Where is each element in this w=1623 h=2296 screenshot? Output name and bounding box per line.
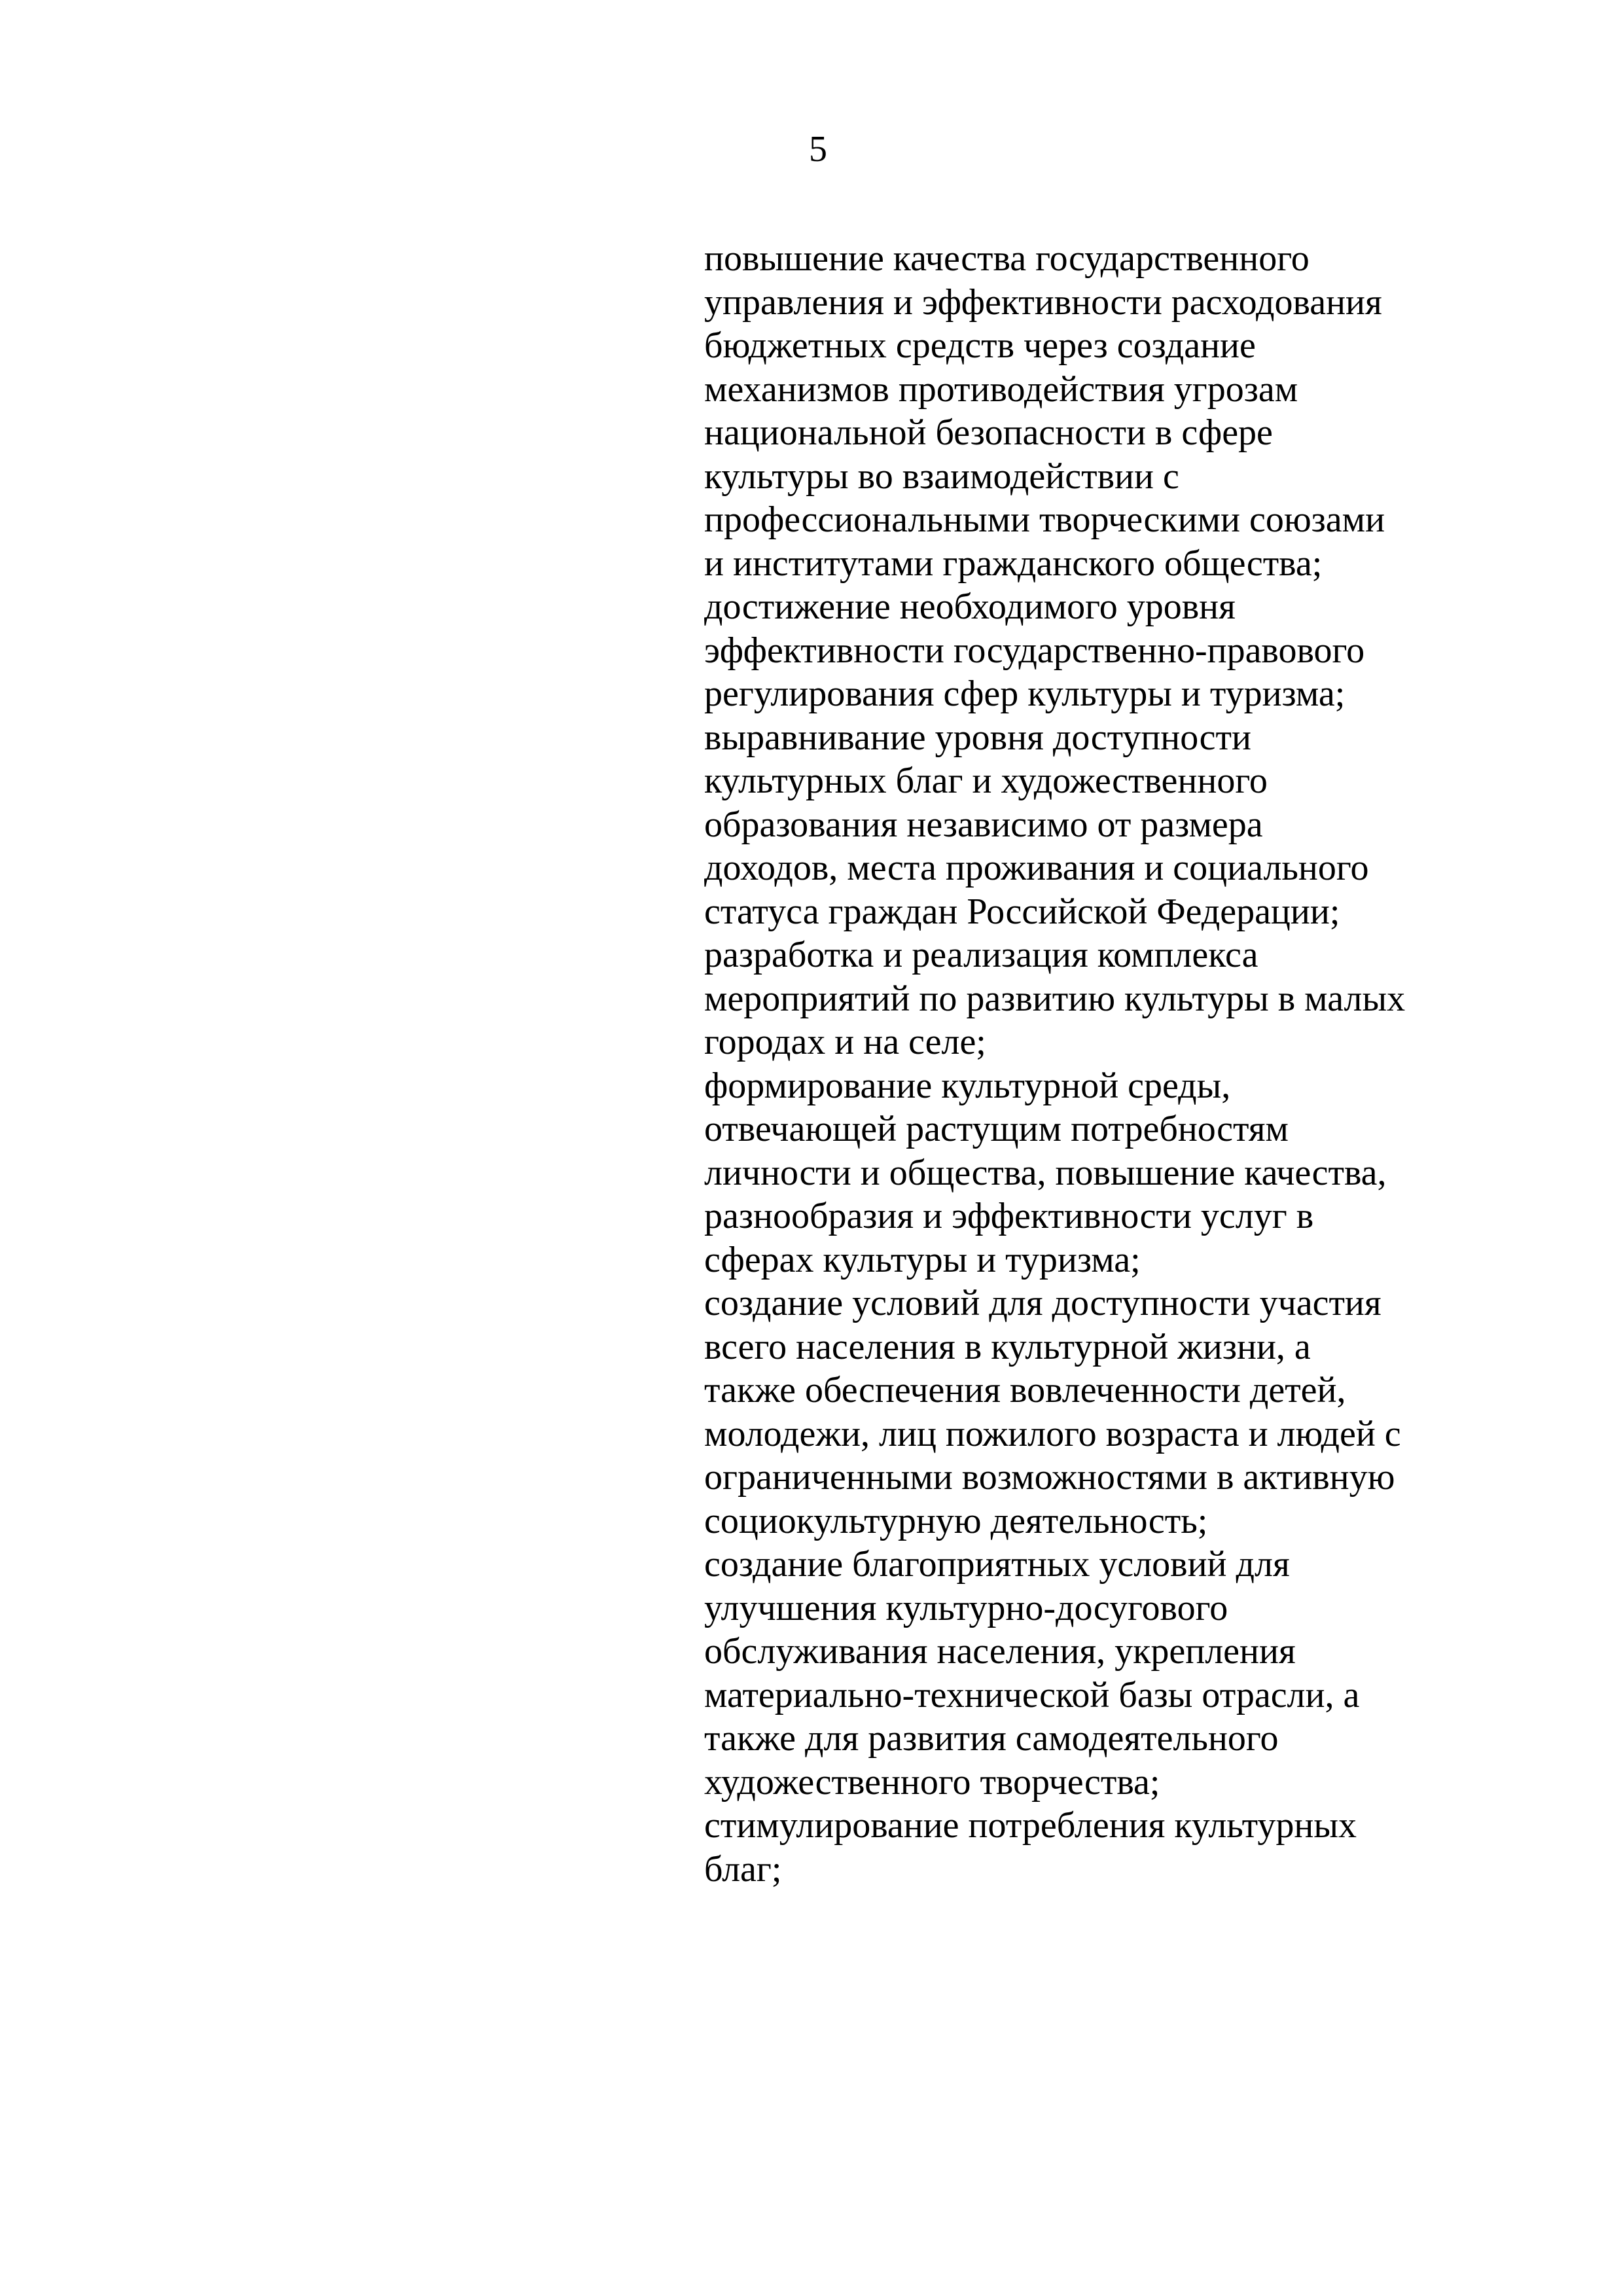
text-line: разработка и реализация комплекса: [704, 935, 1258, 975]
text-line: материально-технической базы отрасли, а: [704, 1674, 1360, 1715]
text-line: формирование культурной среды,: [704, 1065, 1231, 1106]
text-line: также для развития самодеятельного: [704, 1718, 1279, 1759]
text-line: всего населения в культурной жизни, а: [704, 1326, 1311, 1367]
text-line: улучшения культурно-досугового: [704, 1587, 1228, 1628]
text-line: социокультурную деятельность;: [704, 1500, 1208, 1541]
text-line: национальной безопасности в сфере: [704, 412, 1273, 453]
text-line: статуса граждан Российской Федерации;: [704, 891, 1340, 932]
text-line: личности и общества, повышение качества,: [704, 1152, 1387, 1193]
text-line: стимулирование потребления культурных: [704, 1805, 1357, 1846]
text-line: выравнивание уровня доступности: [704, 717, 1251, 758]
text-line: обслуживания населения, укрепления: [704, 1631, 1296, 1672]
page-number: 5: [809, 129, 827, 170]
text-line: ограниченными возможностями в активную: [704, 1457, 1395, 1498]
document-body: [704, 237, 1575, 1891]
text-line: доходов, места проживания и социального: [704, 848, 1369, 888]
text-line: бюджетных средств через создание: [704, 325, 1256, 366]
text-line: культуры во взаимодействии с: [704, 456, 1179, 497]
text-line: эффективности государственно-правового: [704, 630, 1365, 671]
text-line: культурных благ и художественного: [704, 761, 1268, 801]
text-line: мероприятий по развитию культуры в малых: [704, 978, 1406, 1019]
text-line: сферах культуры и туризма;: [704, 1239, 1141, 1280]
text-line: профессиональными творческими союзами: [704, 499, 1385, 540]
text-line: художественного творчества;: [704, 1761, 1160, 1803]
text-line: разнообразия и эффективности услуг в: [704, 1196, 1314, 1236]
text-line: создание условий для доступности участия: [704, 1283, 1382, 1323]
text-line: регулирования сфер культуры и туризма;: [704, 673, 1346, 714]
text-line: механизмов противодействия угрозам: [704, 368, 1298, 410]
text-line: управления и эффективности расходования: [704, 281, 1382, 323]
text-line: отвечающей растущим потребностям: [704, 1109, 1289, 1149]
text-line: городах и на селе;: [704, 1022, 986, 1062]
text-line: создание благоприятных условий для: [704, 1544, 1290, 1585]
text-line: образования независимо от размера: [704, 804, 1263, 845]
text-line: также обеспечения вовлеченности детей,: [704, 1370, 1346, 1410]
text-line: благ;: [704, 1848, 782, 1890]
text-line: и институтами гражданского общества;: [704, 543, 1323, 584]
text-line: молодежи, лиц пожилого возраста и людей с: [704, 1413, 1401, 1454]
text-line: повышение качества государственного: [704, 238, 1310, 279]
text-line: достижение необходимого уровня: [704, 586, 1236, 627]
